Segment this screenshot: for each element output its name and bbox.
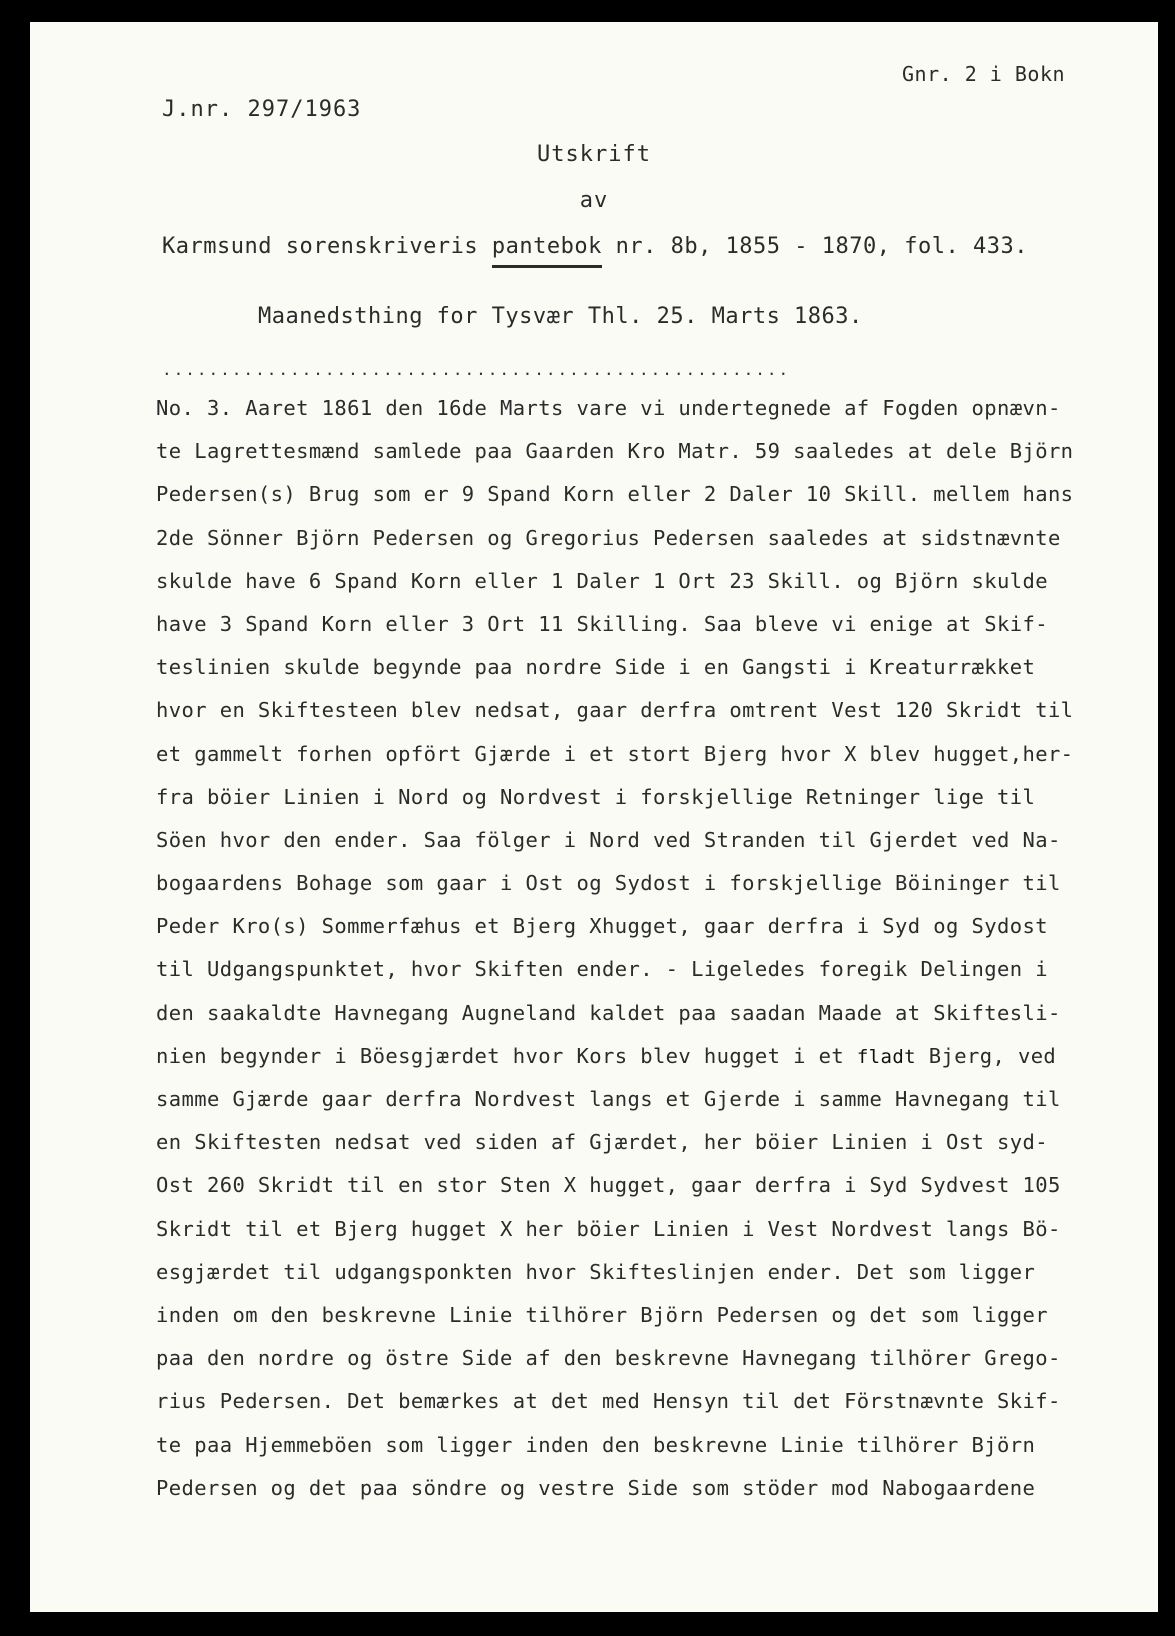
body-line: til Udgangspunktet, hvor Skiften ender. - Ligeledes foregik Delingen i — [156, 957, 1048, 982]
body-line: samme Gjærde gaar derfra Nordvest langs et Gjerde i samme Havnegang til — [156, 1087, 1061, 1111]
body-line: have 3 Spand Korn eller 3 Ort 11 Skilling. Saa bleve vi enige at Skif- — [156, 611, 1048, 636]
body-text — [156, 387, 1122, 1510]
body-line: skulde have 6 Spand Korn eller 1 Daler 1 Ort 23 Skill. og Björn skulde — [156, 568, 1048, 593]
body-line: en Skiftesten nedsat ved siden af Gjærdet, her böier Linien i Ost syd- — [156, 1130, 1048, 1155]
body-line-head: nien begynder i Böesgjærdet hvor Kors blev hugget i et — [156, 1043, 857, 1068]
body-line: 2de Sönner Björn Pedersen og Gregorius Pedersen saaledes at sidstnævnte — [156, 525, 1061, 550]
body-line: te Lagrettesmænd samlede paa Gaarden Kro Matr. 59 saaledes at dele Björn — [156, 439, 1074, 464]
body-line: Ost 260 Skridt til en stor Sten X hugget, gaar derfra i Syd Sydvest 105 — [156, 1173, 1061, 1198]
source-reference-post: nr. 8b, 1855 - 1870, fol. 433. — [601, 234, 1028, 259]
body-line: te paa Hjemmeböen som ligger inden den beskrevne Linie tilhörer Björn — [156, 1432, 1036, 1457]
body-line: hvor en Skiftesteen blev nedsat, gaar derfra omtrent Vest 120 Skridt til — [156, 698, 1074, 723]
dotted-separator: ...................................................... — [162, 360, 791, 379]
body-line: Peder Kro(s) Sommerfæhus et Bjerg Xhugget, gaar derfra i Syd og Sydost — [156, 914, 1048, 939]
meeting-heading: Maanedsthing for Tysvær Thl. 25. Marts 1863. — [258, 304, 863, 329]
body-line: No. 3. Aaret 1861 den 16de Marts vare vi undertegnede af Fogden opnævn- — [156, 396, 1061, 420]
document-title-connector: av — [579, 188, 609, 213]
body-line — [156, 1035, 1122, 1078]
body-line: Pedersen og det paa söndre og vestre Side som stöder mod Nabogaardene — [156, 1475, 1036, 1500]
property-reference: Gnr. 2 i Bokn — [902, 62, 1066, 86]
body-line: bogaardens Bohage som gaar i Ost og Sydost i forskjellige Böininger til — [156, 871, 1061, 896]
body-line: Pedersen(s) Brug som er 9 Spand Korn eller 2 Daler 10 Skill. mellem hans — [156, 482, 1074, 507]
body-line: Söen hvor den ender. Saa fölger i Nord ved Stranden til Gjerdet ved Na- — [156, 827, 1061, 852]
source-reference — [162, 234, 1028, 259]
source-reference-pre: Karmsund sorenskriveris — [162, 234, 492, 259]
body-line: Skridt til et Bjerg hugget X her böier Linien i Vest Nordvest langs Bö- — [156, 1216, 1061, 1241]
body-line: teslinien skulde begynde paa nordre Side i en Gangsti i Kreaturrækket — [156, 655, 1036, 680]
body-line: rius Pedersen. Det bemærkes at det med Hensyn til det Förstnævnte Skif- — [156, 1389, 1061, 1414]
source-reference-underlined: pantebok — [492, 234, 602, 268]
document-page — [30, 22, 1158, 1612]
body-line: den saakaldte Havnegang Augneland kaldet paa saadan Maade at Skiftesli- — [156, 1000, 1061, 1025]
body-line: paa den nordre og östre Side af den beskrevne Havnegang tilhörer Grego- — [156, 1346, 1061, 1371]
inserted-word: fladt — [856, 1045, 917, 1068]
body-line: et gammelt forhen opfört Gjærde i et stort Bjerg hvor X blev hugget,her- — [156, 741, 1074, 766]
body-line-tail: Bjerg, ved — [916, 1043, 1057, 1068]
body-line: inden om den beskrevne Linie tilhörer Björn Pedersen og det som ligger — [156, 1302, 1048, 1327]
document-title: Utskrift — [537, 142, 651, 167]
body-line: esgjærdet til udgangsponkten hvor Skifteslinjen ender. Det som ligger — [156, 1259, 1036, 1284]
body-line: fra böier Linien i Nord og Nordvest i forskjellige Retninger lige til — [156, 784, 1036, 809]
journal-number: J.nr. 297/1963 — [162, 97, 362, 122]
